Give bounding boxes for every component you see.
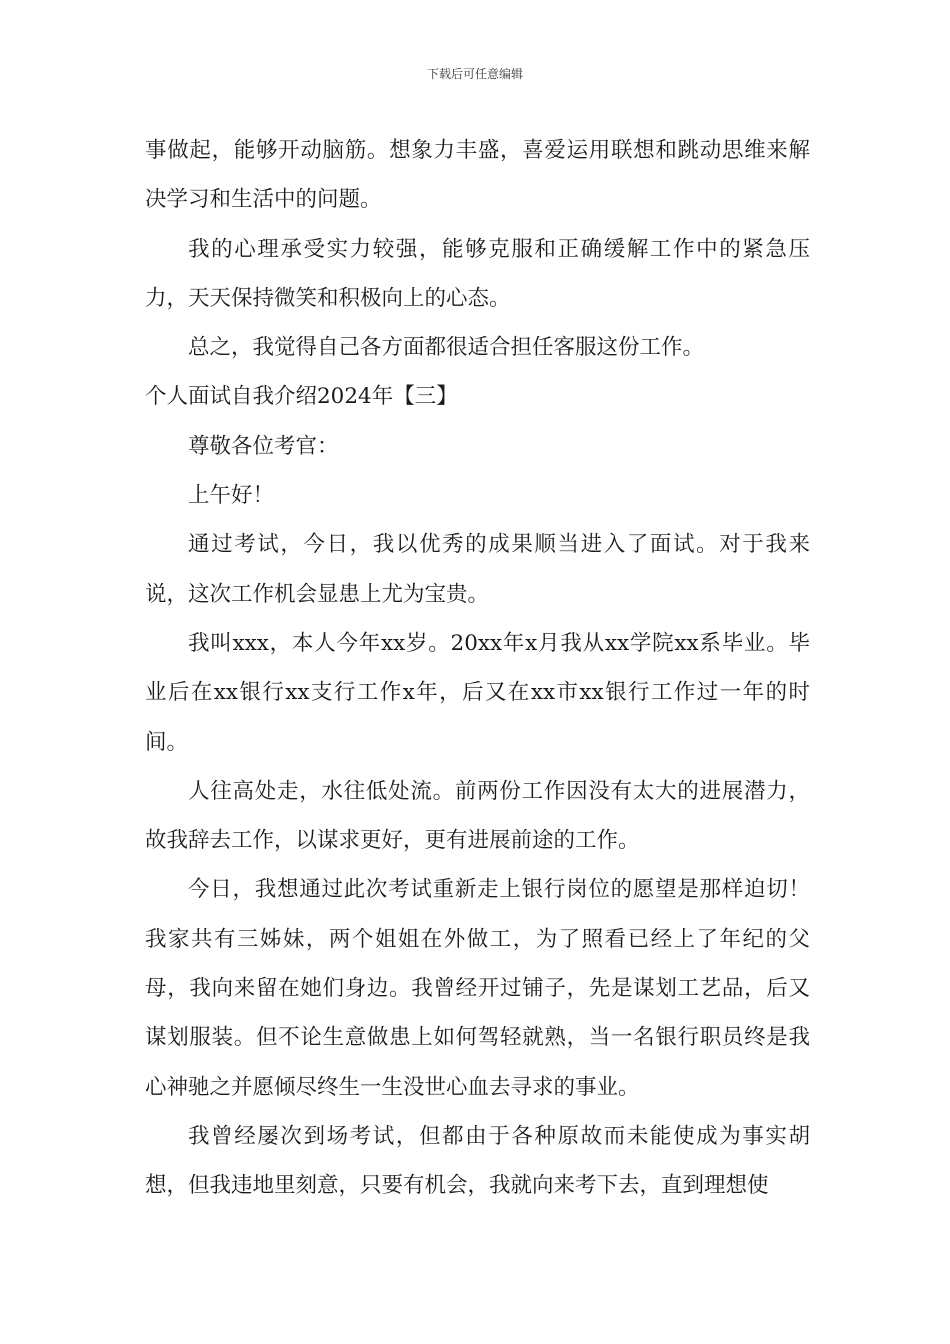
paragraph: 通过考试，今日，我以优秀的成果顺当进入了面试。对于我来说，这次工作机会显患上尤为宝贵。	[145, 532, 810, 607]
paragraph: 总之，我觉得自己各方面都很适合担任客服这份工作。	[188, 335, 705, 361]
paragraph-greeting: 上午好！	[188, 483, 275, 509]
page-header: 下载后可任意编辑	[426, 67, 523, 81]
document-body	[145, 126, 810, 1211]
section-heading: 个人面试自我介绍2024年【三】	[145, 384, 458, 410]
paragraph-salutation: 尊敬各位考官：	[188, 433, 339, 459]
paragraph: 我的心理承受实力较强，能够克服和正确缓解工作中的紧急压力，天天保持微笑和积极向上的心态。	[145, 236, 810, 311]
paragraph: 今日，我想通过此次考试重新走上银行岗位的愿望是那样迫切！我家共有三姊妹，两个姐姐在外做工，为了照看已经上了年纪的父母，我向来留在她们身边。我曾经开过铺子，先是谋划工艺品，后又谋划服装。但不论生意做患上如何驾轻就熟，当一名银行职员终是我心神驰之并愿倾尽终生一生没世心血去寻求的事业。	[145, 877, 810, 1100]
paragraph: 我叫xxx，本人今年xx岁。20xx年x月我从xx学院xx系毕业。毕业后在xx银行xx支行工作x年，后又在xx市xx银行工作过一年的时间。	[145, 630, 810, 755]
paragraph: 我曾经屡次到场考试，但都由于各种原故而未能使成为事实胡想，但我违地里刻意，只要有机会，我就向来考下去，直到理想使	[145, 1123, 810, 1199]
paragraph: 人往高处走，水往低处流。前两份工作因没有太大的进展潜力，故我辞去工作，以谋求更好，更有进展前途的工作。	[145, 778, 810, 854]
paragraph-continuation: 事做起，能够开动脑筋。想象力丰盛，喜爱运用联想和跳动思维来解决学习和生活中的问题。	[145, 138, 810, 213]
